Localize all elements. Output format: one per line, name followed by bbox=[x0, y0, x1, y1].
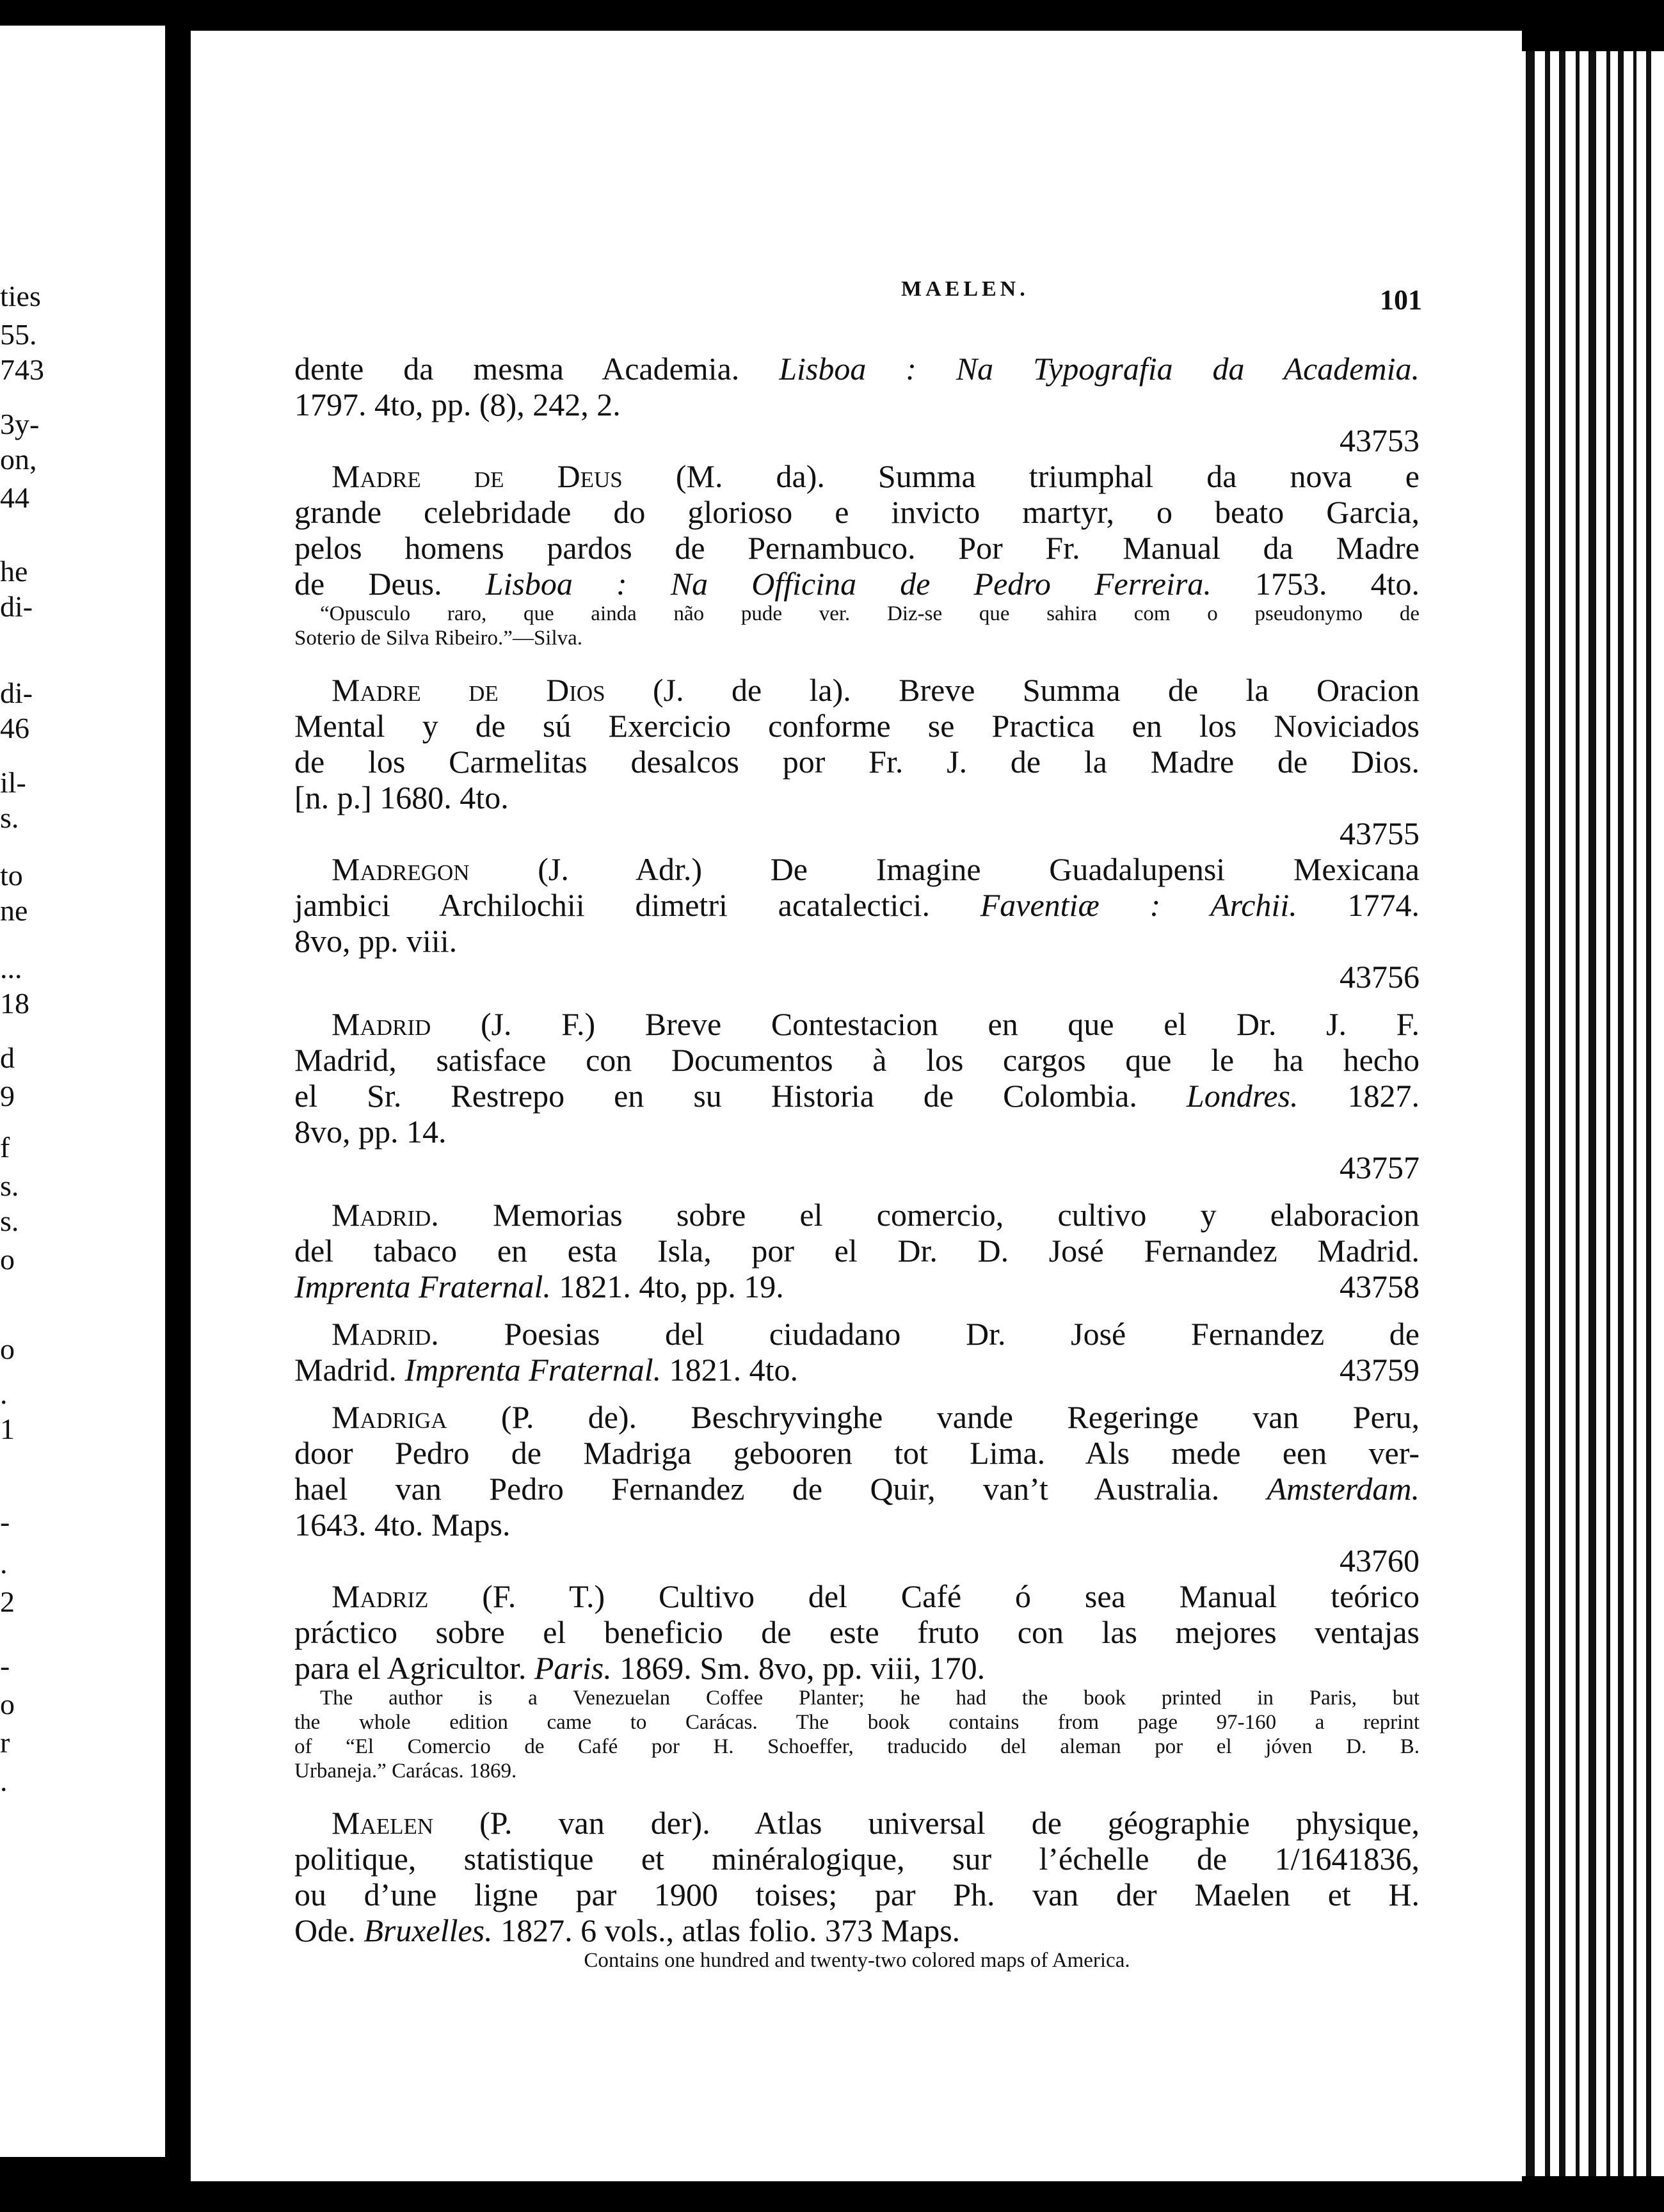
entry-line: pelos homens pardos de Pernambuco. Por Fr. Manual da Madre bbox=[294, 530, 1420, 566]
facing-page-text: he bbox=[0, 555, 28, 588]
entry-note: Urbaneja.” Carácas. 1869. bbox=[294, 1759, 517, 1783]
entry-note: Contains one hundred and twenty-two colored maps of America. bbox=[584, 1949, 1130, 1972]
entry-note: “Opusculo raro, que ainda não pude ver. Diz-se que sahira com o pseudonymo de bbox=[320, 602, 1420, 625]
facing-page-fragment bbox=[0, 26, 165, 2157]
facing-page-text: . bbox=[0, 1547, 8, 1580]
entry-note: of “El Comercio de Café por H. Schoeffer, traducido del aleman por el jóven D. B. bbox=[294, 1735, 1420, 1758]
entry-line: 1797. 4to, pp. (8), 242, 2. bbox=[294, 387, 621, 422]
entry-heading: Madre de Dios bbox=[332, 672, 605, 708]
entry-number: 43756 bbox=[1340, 959, 1420, 995]
facing-page-text: o bbox=[0, 1688, 15, 1720]
facing-page-text: 743 bbox=[0, 353, 44, 386]
entry-number: 43760 bbox=[1340, 1543, 1420, 1578]
catalog-entry bbox=[294, 851, 1420, 995]
facing-page-text: . bbox=[0, 1765, 8, 1797]
entry-number: 43759 bbox=[1340, 1352, 1420, 1388]
facing-page-text: f bbox=[0, 1131, 10, 1164]
entry-heading: Madrid. bbox=[332, 1316, 439, 1352]
entry-heading: Madriga bbox=[332, 1399, 447, 1435]
entry-line: 1643. 4to. Maps. bbox=[294, 1507, 511, 1543]
entry-line: Madrid, satisface con Documentos à los cargos que le ha hecho bbox=[294, 1042, 1420, 1078]
entry-line: Maelen (P. van der). Atlas universal de géographie physique, bbox=[332, 1805, 1420, 1841]
entry-line: del tabaco en esta Isla, por el Dr. D. José Fernandez Madrid. bbox=[294, 1233, 1420, 1269]
entry-line: [n. p.] 1680. 4to. bbox=[294, 780, 509, 815]
facing-page-text: 55. bbox=[0, 318, 37, 351]
entry-line: Mental y de sú Exercicio conforme se Practica en los Noviciados bbox=[294, 708, 1420, 744]
catalog-entry bbox=[294, 458, 1420, 650]
entry-number: 43757 bbox=[1340, 1150, 1420, 1185]
facing-page-text: il- bbox=[0, 766, 26, 799]
entry-line: door Pedro de Madriga gebooren tot Lima. Als mede een ver- bbox=[294, 1435, 1420, 1471]
entry-line: el Sr. Restrepo en su Historia de Colombia. Londres. 1827. bbox=[294, 1078, 1420, 1114]
facing-page-text: 1 bbox=[0, 1413, 15, 1445]
facing-page-text: ne bbox=[0, 894, 28, 927]
entry-line: práctico sobre el beneficio de este fruto con las mejores ventajas bbox=[294, 1614, 1420, 1650]
page-number: 101 bbox=[1380, 284, 1422, 316]
facing-page-text: o bbox=[0, 1333, 15, 1365]
facing-page-text: 46 bbox=[0, 712, 29, 744]
catalog-entry bbox=[294, 672, 1420, 851]
facing-page-text: on, bbox=[0, 443, 37, 476]
entry-line: jambici Archilochii dimetri acatalectici. Faventiæ : Archii. 1774. bbox=[294, 887, 1420, 923]
facing-page-text: r bbox=[0, 1726, 10, 1759]
catalog-entry bbox=[294, 1316, 1420, 1388]
entry-note: Soterio de Silva Ribeiro.”—Silva. bbox=[294, 627, 583, 650]
entry-line: grande celebridade do glorioso e invicto martyr, o beato Garcia, bbox=[294, 494, 1420, 530]
facing-page-text: s. bbox=[0, 1169, 19, 1202]
catalog-entry bbox=[294, 1197, 1420, 1304]
entry-line: Madrid. Memorias sobre el comercio, cultivo y elaboracion bbox=[332, 1197, 1420, 1233]
entry-line: Imprenta Fraternal. 1821. 4to, pp. 19. bbox=[294, 1269, 784, 1304]
entry-heading: Maelen bbox=[332, 1805, 434, 1841]
catalog-entry bbox=[294, 1578, 1420, 1783]
book-fore-edge bbox=[1522, 51, 1664, 2176]
catalog-entry bbox=[294, 351, 1420, 458]
entry-heading: Madrid. bbox=[332, 1197, 439, 1233]
facing-page-text: s. bbox=[0, 801, 19, 834]
facing-page-text: 3y- bbox=[0, 408, 40, 440]
entry-line: Madrid. Poesias del ciudadano Dr. José Fernandez de bbox=[332, 1316, 1420, 1352]
entry-line: para el Agricultor. Paris. 1869. Sm. 8vo, pp. viii, 170. bbox=[294, 1650, 986, 1686]
entry-line: Madregon (J. Adr.) De Imagine Guadalupensi Mexicana bbox=[332, 851, 1420, 887]
facing-page-text: s. bbox=[0, 1205, 19, 1237]
entry-line: Madre de Deus (M. da). Summa triumphal da nova e bbox=[332, 458, 1420, 494]
entry-heading: Madregon bbox=[332, 851, 470, 887]
entry-line: politique, statistique et minéralogique, sur l’échelle de 1/1641836, bbox=[294, 1841, 1420, 1877]
facing-page-text: 18 bbox=[0, 987, 29, 1020]
entry-note: The author is a Venezuelan Coffee Planter; he had the book printed in Paris, but bbox=[320, 1687, 1420, 1710]
entry-number: 43755 bbox=[1340, 815, 1420, 851]
entry-line: hael van Pedro Fernandez de Quir, van’t Australia. Amsterdam. bbox=[294, 1471, 1420, 1507]
catalog-entries bbox=[294, 351, 1420, 1973]
entry-line: Madrid (J. F.) Breve Contestacion en que el Dr. J. F. bbox=[332, 1006, 1420, 1042]
entry-line: de los Carmelitas desalcos por Fr. J. de la Madre de Dios. bbox=[294, 744, 1420, 780]
running-header: MAELEN. bbox=[901, 277, 1029, 301]
book-page bbox=[191, 31, 1522, 2181]
entry-line: 8vo, pp. 14. bbox=[294, 1114, 447, 1150]
facing-page-text: di- bbox=[0, 590, 33, 623]
facing-page-text: ties bbox=[0, 280, 41, 312]
entry-line: 8vo, pp. viii. bbox=[294, 923, 458, 959]
entry-heading: Madriz bbox=[332, 1578, 429, 1614]
facing-page-text: 9 bbox=[0, 1080, 15, 1112]
facing-page-text: ... bbox=[0, 952, 22, 984]
facing-page-text: . bbox=[0, 1377, 8, 1410]
entry-line: dente da mesma Academia. Lisboa : Na Typografia da Academia. bbox=[294, 351, 1420, 387]
facing-page-text: o bbox=[0, 1243, 15, 1276]
entry-line: Madrid. Imprenta Fraternal. 1821. 4to. bbox=[294, 1352, 798, 1388]
entry-line: Madriga (P. de). Beschryvinghe vande Regeringe van Peru, bbox=[332, 1399, 1420, 1435]
entry-note: the whole edition came to Carácas. The book contains from page 97-160 a reprint bbox=[294, 1711, 1420, 1734]
facing-page-text: - bbox=[0, 1505, 10, 1538]
entry-line: Madre de Dios (J. de la). Breve Summa de la Oracion bbox=[332, 672, 1420, 708]
facing-page-text: di- bbox=[0, 677, 33, 709]
facing-page-text: 44 bbox=[0, 481, 29, 514]
entry-heading: Madre de Deus bbox=[332, 458, 623, 494]
entry-line: Ode. Bruxelles. 1827. 6 vols., atlas folio. 373 Maps. bbox=[294, 1912, 961, 1948]
catalog-entry bbox=[294, 1399, 1420, 1578]
catalog-entry bbox=[294, 1805, 1420, 1973]
entry-heading: Madrid bbox=[332, 1006, 431, 1042]
entry-number: 43753 bbox=[1340, 422, 1420, 458]
entry-line: Madriz (F. T.) Cultivo del Café ó sea Manual teórico bbox=[332, 1578, 1420, 1614]
facing-page-text: - bbox=[0, 1649, 10, 1682]
catalog-entry bbox=[294, 1006, 1420, 1185]
entry-number: 43758 bbox=[1340, 1269, 1420, 1304]
facing-page-text: to bbox=[0, 859, 23, 892]
entry-line: ou d’une ligne par 1900 toises; par Ph. van der Maelen et H. bbox=[294, 1877, 1420, 1912]
entry-line: de Deus. Lisboa : Na Officina de Pedro Ferreira. 1753. 4to. bbox=[294, 566, 1420, 602]
facing-page-text: d bbox=[0, 1041, 15, 1074]
facing-page-text: 2 bbox=[0, 1585, 15, 1618]
